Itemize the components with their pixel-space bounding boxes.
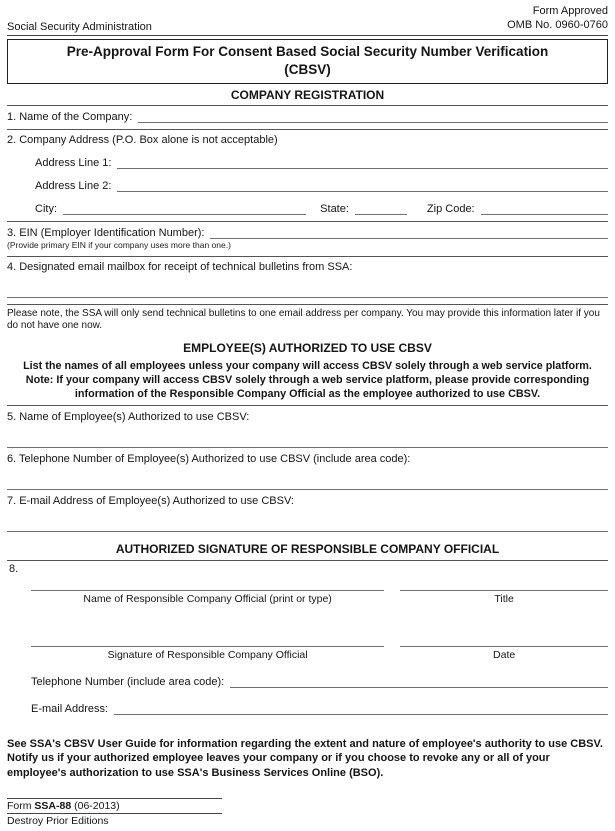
destroy-prior-editions: Destroy Prior Editions: [7, 814, 109, 827]
zip-label: Zip Code:: [426, 202, 475, 215]
field-4-label: 4. Designated email mailbox for receipt of technical bulletins from SSA:: [7, 260, 353, 273]
form-title-line1: Pre-Approval Form For Consent Based Social Security Number Verification: [66, 43, 549, 59]
field-7-block: [7, 490, 608, 532]
field-3-block: [7, 222, 608, 257]
ein-input[interactable]: [210, 226, 608, 239]
address-line1-label: Address Line 1:: [35, 156, 112, 169]
field-5-label: 5. Name of Employee(s) Authorized to use CBSV:: [7, 411, 250, 424]
item-8-number: 8.: [9, 563, 19, 576]
official-title-input[interactable]: [400, 575, 608, 591]
user-guide-notice: See SSA's CBSV User Guide for information regarding the extent and nature of employee's authority to use CBSV. Notify us if your authorized employee leaves your company or if you choose to revoke any or all of your employee's authorization to use SSA's Business Services Online (BSO).: [7, 738, 603, 779]
city-label: City:: [35, 202, 57, 215]
form-title: [7, 39, 608, 84]
form-header: [7, 5, 608, 36]
field-2-label: 2. Company Address (P.O. Box alone is not acceptable): [7, 133, 278, 146]
field-3-note: (Provide primary EIN if your company uses more than one.): [7, 239, 231, 250]
field-2-block: [7, 130, 608, 222]
field-4-block: [7, 257, 608, 305]
official-name-caption: Name of Responsible Company Official (print or type): [83, 593, 332, 606]
form-number-value: SSA-88: [34, 799, 72, 812]
email-mailbox-input[interactable]: [7, 285, 608, 298]
official-phone-label: Telephone Number (include area code):: [31, 676, 225, 689]
form-footer: [7, 798, 608, 827]
employees-heading: EMPLOYEE(S) AUTHORIZED TO USE CBSV: [183, 340, 432, 355]
official-email-input[interactable]: [114, 702, 608, 715]
form-date: (06-2013): [71, 799, 120, 812]
field-1-label: 1. Name of the Company:: [7, 110, 133, 123]
field-1-block: [7, 106, 608, 130]
technical-bulletin-note: Please note, the SSA will only send technical bulletins to one email address per company. You may provide this information later if you do not have one now.: [7, 307, 600, 332]
address-line2-label: Address Line 2:: [35, 179, 112, 192]
agency-name: Social Security Administration: [7, 20, 152, 33]
field-7-label: 7. E-mail Address of Employee(s) Authorized to use CBSV:: [7, 495, 294, 508]
official-email-label: E-mail Address:: [31, 703, 109, 716]
official-title-caption: Title: [494, 593, 514, 606]
signature-heading: AUTHORIZED SIGNATURE OF RESPONSIBLE COMPANY OFFICIAL: [7, 532, 608, 561]
form-approved-label: Form Approved: [532, 5, 608, 17]
state-input[interactable]: [355, 202, 407, 215]
company-registration-heading: COMPANY REGISTRATION: [7, 84, 608, 106]
address-line1-input[interactable]: [117, 156, 608, 169]
form-title-line2: (CBSV): [284, 61, 331, 77]
signature-date-caption: Date: [493, 649, 516, 662]
zip-input[interactable]: [481, 202, 608, 215]
state-label: State:: [320, 202, 349, 215]
field-6-block: [7, 448, 608, 490]
omb-number: OMB No. 0960-0760: [507, 18, 608, 31]
official-name-input[interactable]: [31, 575, 384, 591]
field-6-label: 6. Telephone Number of Employee(s) Authorized to use CBSV (include area code):: [7, 453, 411, 466]
official-signature-caption: Signature of Responsible Company Official: [107, 649, 308, 662]
city-input[interactable]: [63, 202, 306, 215]
approval-block: [507, 5, 608, 33]
field-5-block: [7, 405, 608, 448]
signature-date-input[interactable]: [400, 631, 608, 647]
official-phone-input[interactable]: [230, 675, 608, 688]
field-3-label: 3. EIN (Employer Identification Number):: [7, 226, 205, 239]
official-signature-input[interactable]: [31, 631, 384, 647]
signature-section: [7, 561, 608, 715]
company-name-input[interactable]: [138, 110, 608, 123]
form-word: Form: [7, 799, 35, 812]
employees-instructions: List the names of all employees unless your company will access CBSV solely through a web service platform. Note: If your company will access CBSV solely through a web service platform, please provide corresponding information of the Responsible Company Official as the employee authorized to use CBSV.: [23, 359, 592, 400]
address-line2-input[interactable]: [117, 179, 608, 192]
